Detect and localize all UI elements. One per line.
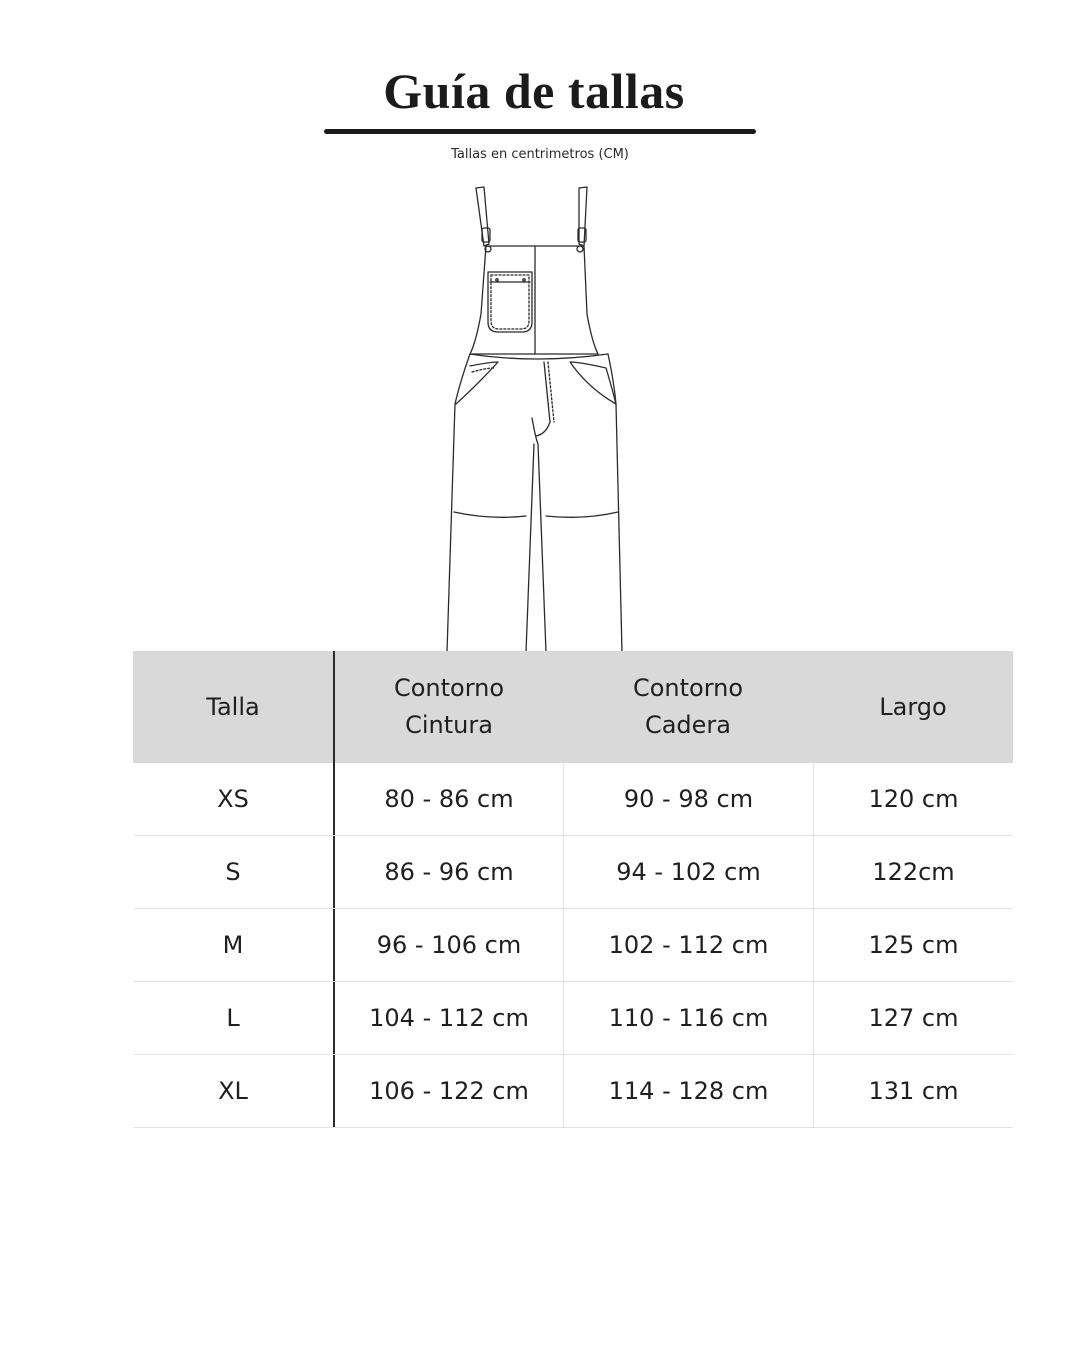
column-header-contorno-cadera: Contorno Cadera xyxy=(632,674,744,739)
hip-cell: 90 - 98 cm xyxy=(563,763,813,835)
table-row xyxy=(133,982,1013,1055)
waist-cell: 106 - 122 cm xyxy=(333,1055,563,1127)
size-cell: XL xyxy=(218,1076,248,1105)
bib xyxy=(470,246,598,354)
page-title: Guía de tallas xyxy=(383,63,685,119)
length-cell: 125 cm xyxy=(813,909,1013,981)
size-cell: M xyxy=(222,930,244,959)
page-subtitle: Tallas en centrimetros (CM) xyxy=(451,147,629,162)
overalls-illustration-icon xyxy=(440,182,640,652)
size-cell: S xyxy=(225,857,241,886)
size-cell: XS xyxy=(217,784,249,813)
length-cell: 131 cm xyxy=(813,1055,1013,1127)
column-header-talla: Talla xyxy=(206,692,260,721)
table-row xyxy=(133,909,1013,982)
size-cell: L xyxy=(226,1003,240,1032)
column-header-contorno-cintura: Contorno Cintura xyxy=(333,651,563,763)
pants-left-leg xyxy=(447,354,534,652)
waist-cell: 80 - 86 cm xyxy=(333,763,563,835)
waist-cell: 96 - 106 cm xyxy=(333,909,563,981)
table-header-row xyxy=(133,651,1013,763)
size-table xyxy=(133,651,1013,1128)
waist-cell: 86 - 96 cm xyxy=(333,836,563,908)
hip-cell: 114 - 128 cm xyxy=(563,1055,813,1127)
table-row xyxy=(133,836,1013,909)
pants-right-leg xyxy=(538,354,622,652)
table-row xyxy=(133,763,1013,836)
length-cell: 122cm xyxy=(813,836,1013,908)
hip-cell: 94 - 102 cm xyxy=(563,836,813,908)
column-header-largo: Largo xyxy=(879,692,947,721)
hip-cell: 102 - 112 cm xyxy=(563,909,813,981)
hip-cell: 110 - 116 cm xyxy=(563,982,813,1054)
length-cell: 127 cm xyxy=(813,982,1013,1054)
title-underline xyxy=(324,129,756,134)
table-row xyxy=(133,1055,1013,1128)
waist-cell: 104 - 112 cm xyxy=(333,982,563,1054)
length-cell: 120 cm xyxy=(813,763,1013,835)
